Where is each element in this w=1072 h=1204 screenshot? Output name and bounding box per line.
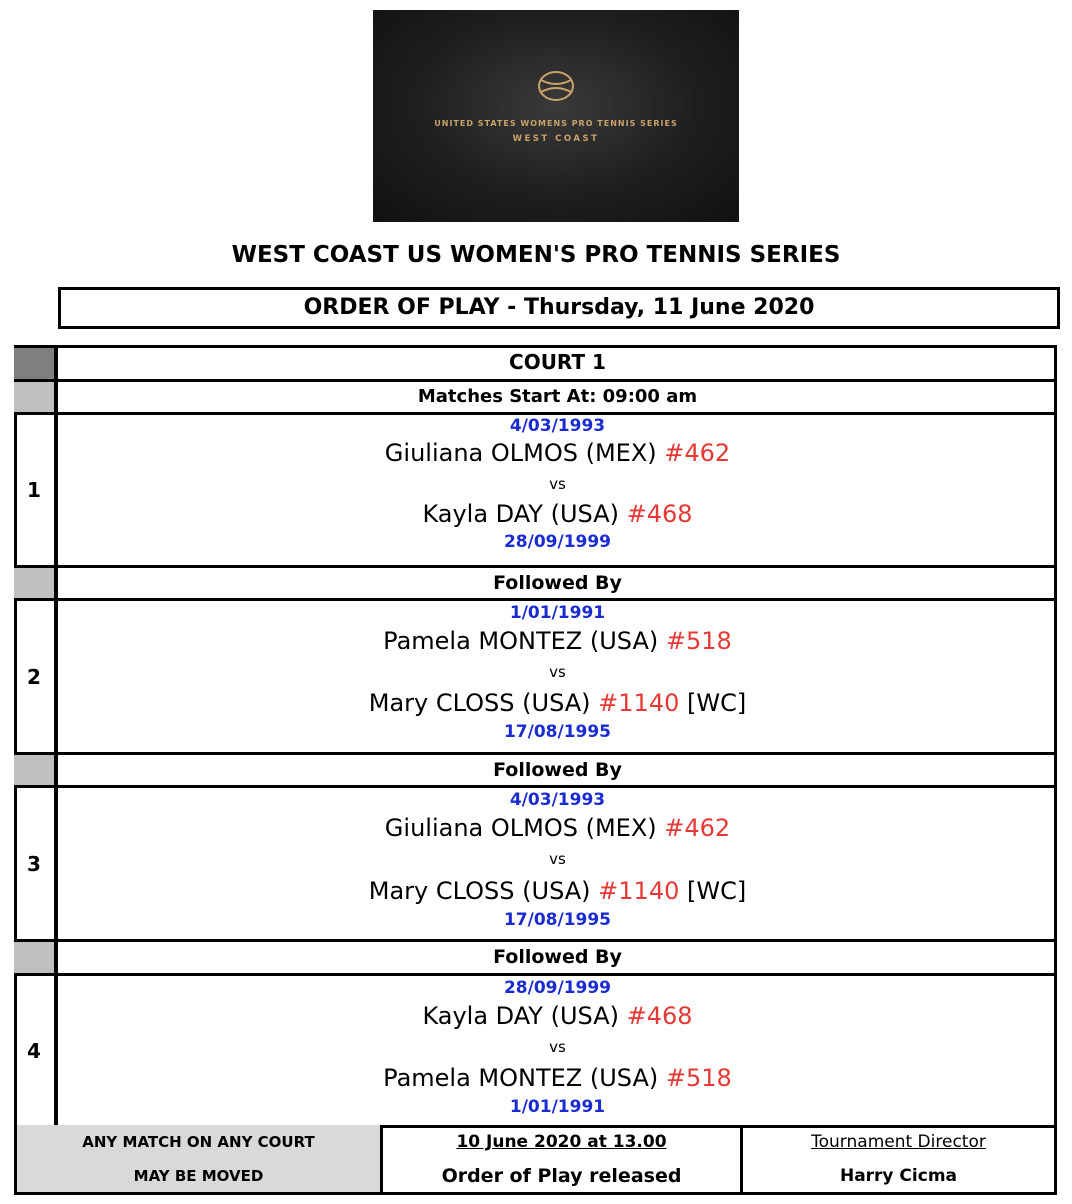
release-date: [383, 1125, 740, 1159]
court-number-cell: [14, 348, 58, 379]
match-details: [58, 601, 1057, 752]
match-number: 2: [14, 601, 58, 752]
vs-label: vs: [549, 663, 566, 681]
player2: [58, 686, 1057, 721]
player2: [58, 498, 1057, 531]
player2-dob: 17/08/1995: [503, 910, 612, 930]
player1-name: Giuliana OLMOS (MEX): [384, 814, 657, 842]
vs-label: vs: [549, 1038, 566, 1056]
match-row: [14, 601, 1057, 752]
player1-rank: #518: [665, 627, 732, 655]
page-title: WEST COAST US WOMEN'S PRO TENNIS SERIES: [231, 242, 841, 268]
followed-by-label: Followed By: [493, 572, 622, 594]
release-label: Order of Play released: [441, 1165, 682, 1187]
followed-by-label: Followed By: [493, 759, 622, 781]
player1-dob: 4/03/1993: [509, 416, 606, 436]
order-of-play-header: ORDER OF PLAY - Thursday, 11 June 2020: [58, 287, 1060, 329]
player2-rank: #1140: [598, 689, 680, 717]
player2-rank: #518: [665, 1064, 732, 1092]
player1-dob: 4/03/1993: [509, 790, 606, 810]
player1: [58, 625, 1057, 658]
followed-by-label: Followed By: [493, 946, 622, 968]
footer: [14, 1125, 1057, 1193]
player2-name: Mary CLOSS (USA): [368, 877, 591, 905]
player1-rank: #468: [626, 1002, 693, 1030]
player1-dob: 1/01/1991: [509, 603, 606, 623]
followed-by-row: [14, 755, 1057, 785]
tennis-ball-icon: [373, 10, 739, 222]
series-logo: [373, 10, 739, 222]
player2-entry: [WC]: [687, 877, 747, 905]
logo-line-1: UNITED STATES WOMENS PRO TENNIS SERIES: [434, 119, 678, 128]
vs-label: vs: [549, 475, 566, 493]
start-time-number-cell: [14, 382, 58, 412]
player2-name: Kayla DAY (USA): [422, 500, 619, 528]
director-label-text: Tournament Director: [811, 1132, 986, 1152]
director-label: [743, 1125, 1054, 1159]
followed-by-row: [14, 568, 1057, 598]
player2-rank: #468: [626, 500, 693, 528]
player1: [58, 1000, 1057, 1033]
match-row: [14, 788, 1057, 939]
move-notice: [17, 1125, 380, 1193]
release-date-text: 10 June 2020 at 13.00: [456, 1132, 667, 1152]
release-info: [380, 1125, 743, 1193]
player1: [58, 437, 1057, 470]
vs-label: vs: [549, 850, 566, 868]
player1-name: Kayla DAY (USA): [422, 1002, 619, 1030]
player1-dob: 28/09/1999: [503, 978, 612, 998]
player2-name: Pamela MONTEZ (USA): [383, 1064, 659, 1092]
match-row: [14, 976, 1057, 1125]
player1-rank: #462: [664, 814, 731, 842]
director-info: [743, 1125, 1054, 1193]
player1: [58, 812, 1057, 845]
court-title: COURT 1: [509, 350, 606, 374]
player2: [58, 873, 1057, 909]
player2-dob: 17/08/1995: [503, 722, 612, 742]
court-row: [14, 348, 1057, 379]
player1-name: Giuliana OLMOS (MEX): [384, 439, 657, 467]
start-time-row: [14, 382, 1057, 412]
match-details: [58, 976, 1057, 1125]
table-bottom-border: [14, 1192, 1057, 1195]
player2-dob: 1/01/1991: [509, 1097, 606, 1117]
match-number: 1: [14, 415, 58, 565]
player2-entry: [WC]: [687, 689, 747, 717]
match-row: [14, 415, 1057, 565]
followed-by-number-cell: [14, 942, 58, 973]
player1-rank: #462: [664, 439, 731, 467]
match-details: [58, 788, 1057, 939]
player2-dob: 28/09/1999: [503, 532, 612, 552]
followed-by-number-cell: [14, 568, 58, 598]
move-notice-line2: MAY BE MOVED: [133, 1167, 264, 1185]
followed-by-number-cell: [14, 755, 58, 785]
followed-by-row: [14, 942, 1057, 973]
match-number: 3: [14, 788, 58, 939]
match-number: 4: [14, 976, 58, 1125]
logo-line-2: WEST COAST: [512, 134, 600, 144]
match-details: [58, 415, 1057, 565]
start-time-text: Matches Start At: 09:00 am: [417, 386, 698, 407]
move-notice-line1: ANY MATCH ON ANY COURT: [82, 1133, 315, 1151]
director-name: Harry Cicma: [839, 1166, 958, 1186]
player2-name: Mary CLOSS (USA): [368, 689, 591, 717]
player1-name: Pamela MONTEZ (USA): [383, 627, 659, 655]
player2-rank: #1140: [598, 877, 680, 905]
player2: [58, 1061, 1057, 1096]
